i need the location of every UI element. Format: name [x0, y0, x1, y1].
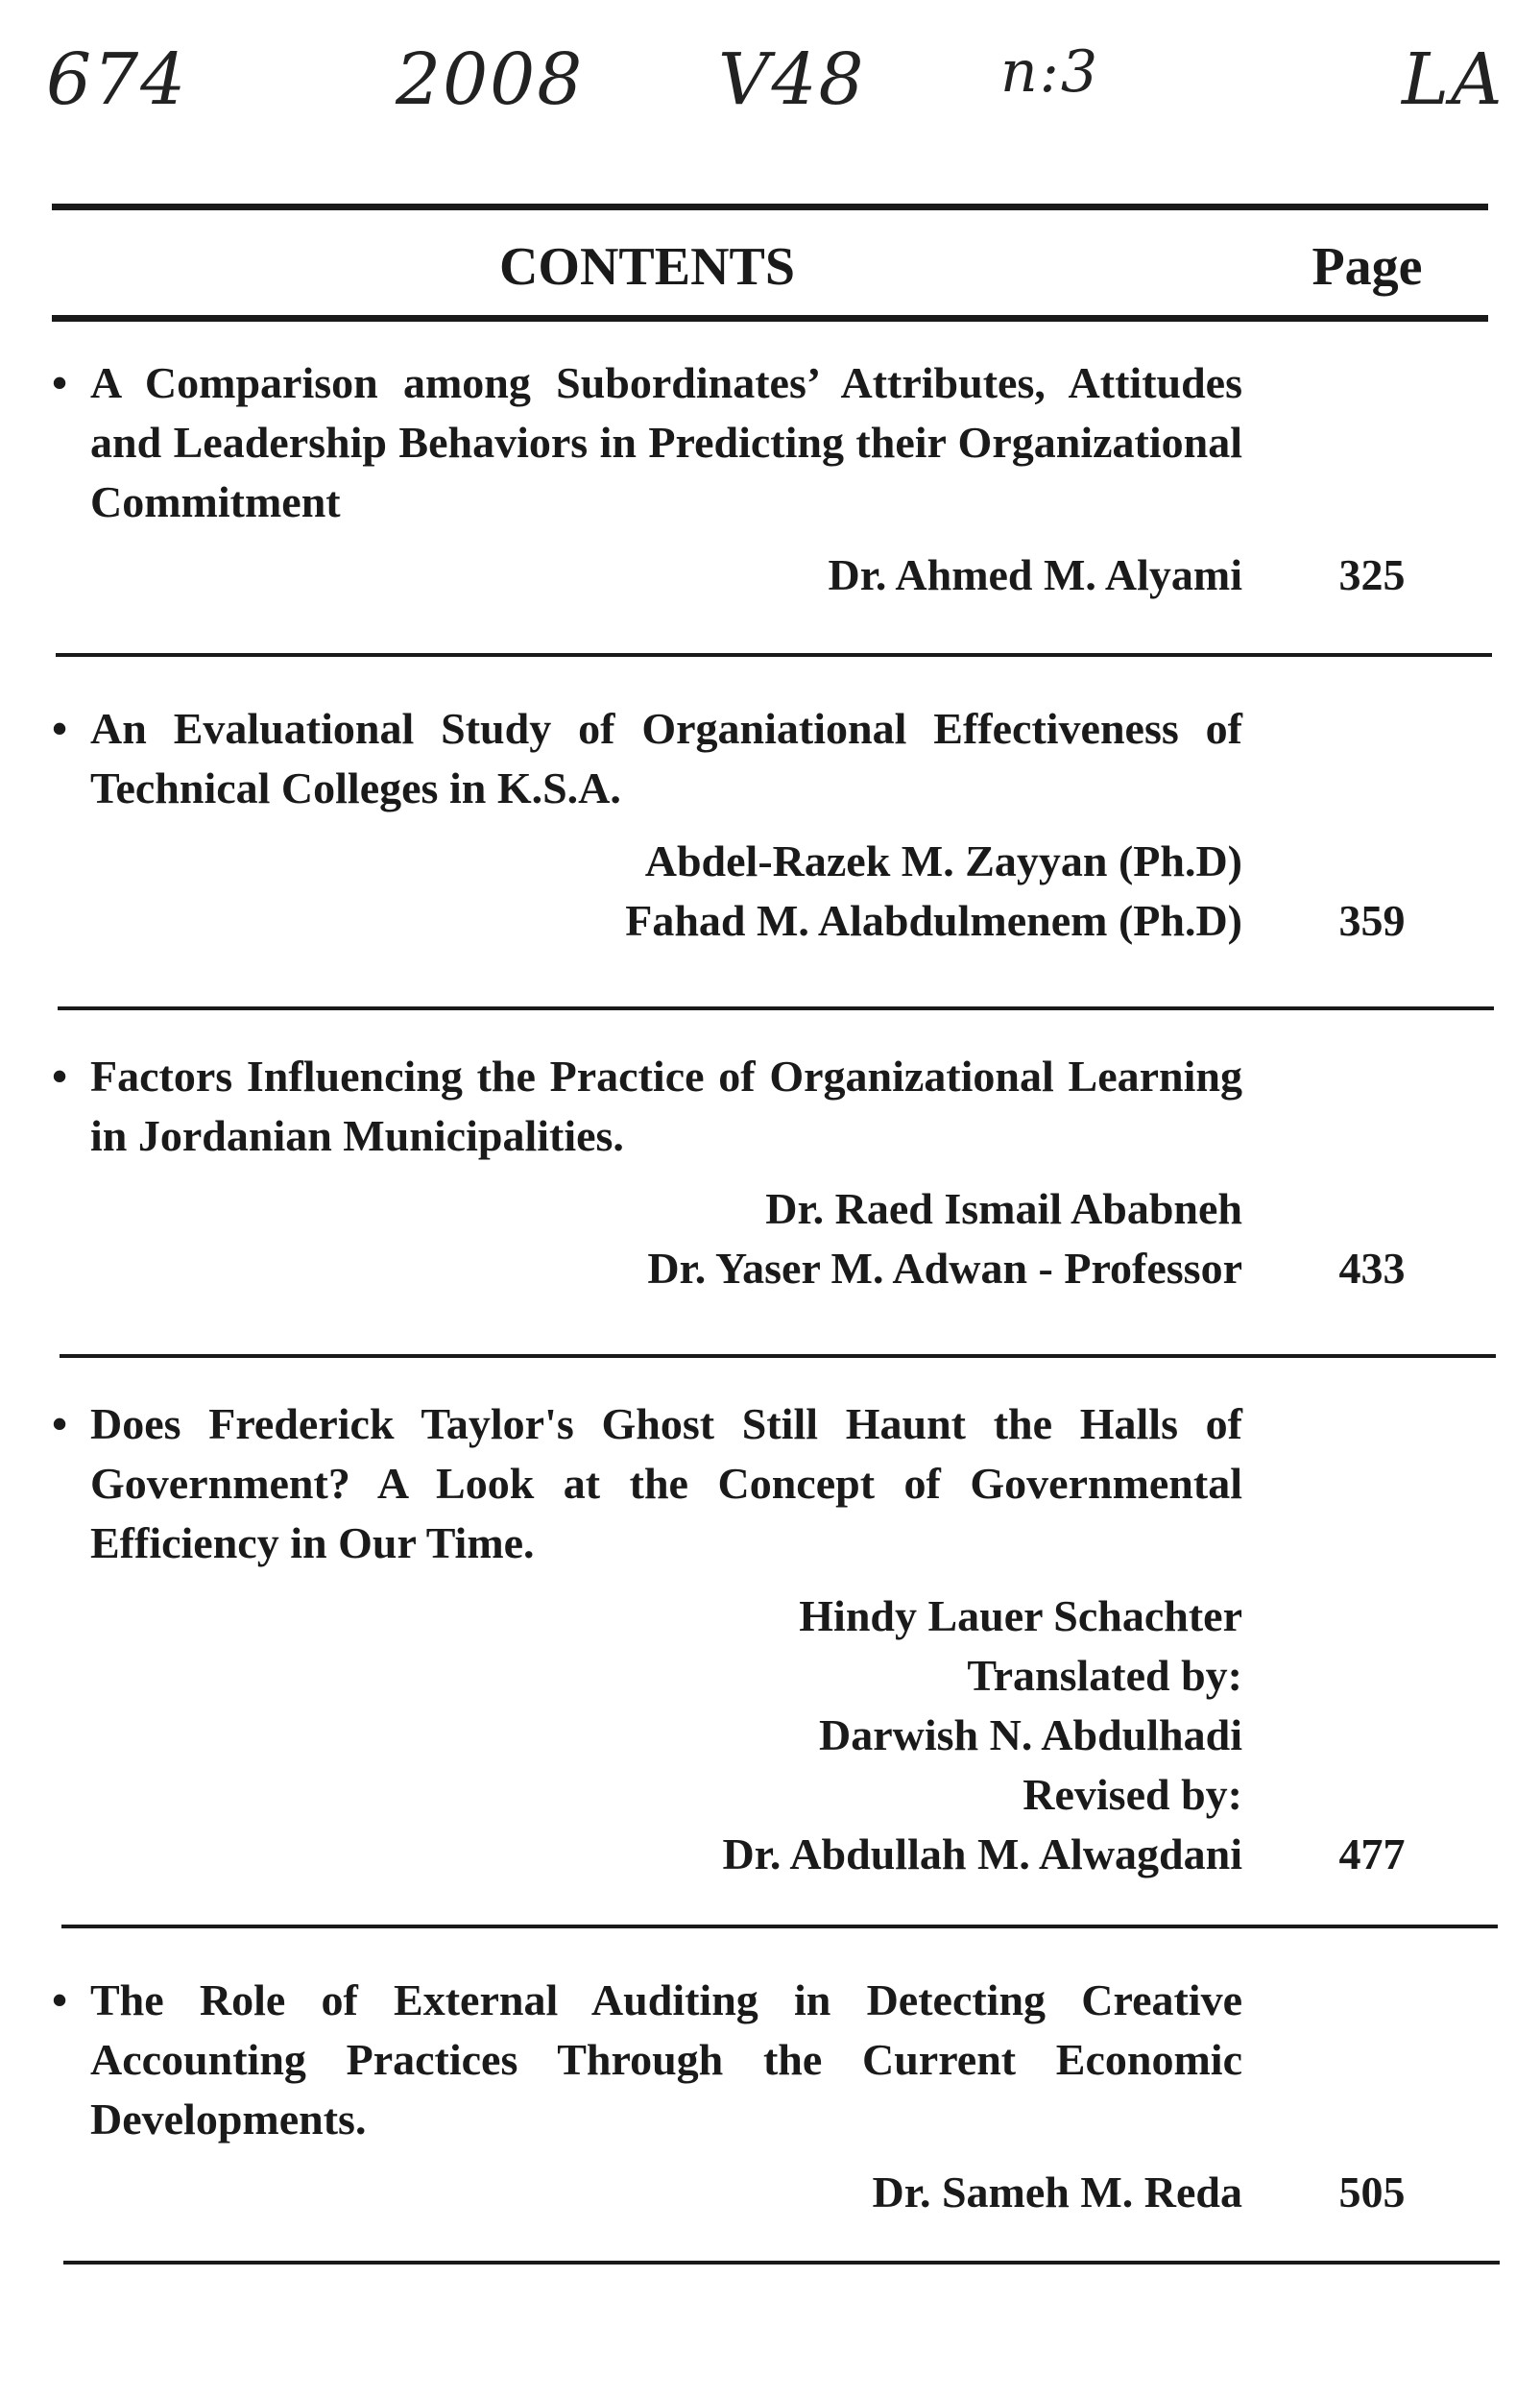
- author-line: Dr. Ahmed M. Alyami: [828, 550, 1242, 599]
- handwritten-issue: n:3: [1000, 38, 1100, 106]
- bullet-icon: •: [52, 1052, 68, 1101]
- author-line: Fahad M. Alabdulmenem (Ph.D): [625, 896, 1242, 945]
- entry-title-text: A Comparison among Subordinates’ Attributes, Attitudes and Leadership Behaviors in Predicting their Organizational Commitment: [90, 358, 1242, 526]
- entry-authors: [52, 2163, 1242, 2222]
- toc-entry: [52, 353, 1492, 605]
- handwritten-volume: V48: [718, 38, 866, 121]
- entry-authors: [52, 1587, 1242, 1884]
- author-line: Revised by:: [1023, 1770, 1242, 1819]
- author-line: Darwish N. Abdulhadi: [819, 1710, 1242, 1759]
- entry-page-number: 505: [1338, 2168, 1406, 2216]
- author-line: Dr. Sameh M. Reda: [872, 2168, 1242, 2216]
- entry-page-number: 433: [1338, 1244, 1406, 1293]
- entry-page-number: 359: [1338, 896, 1406, 945]
- entry-title-text: An Evaluational Study of Organiational Effectiveness of Technical Colleges in K.S.A.: [90, 704, 1242, 812]
- author-line: Dr. Abdullah M. Alwagdani: [722, 1829, 1242, 1878]
- top-rule: [52, 204, 1488, 210]
- entry-title: [52, 1047, 1242, 1166]
- handwritten-annotations: [0, 38, 1540, 154]
- author-line: Translated by:: [967, 1651, 1242, 1700]
- entry-page-number: 477: [1338, 1829, 1406, 1878]
- entry-title: [52, 353, 1242, 532]
- entry-title-text: The Role of External Auditing in Detecting Creative Accounting Practices Through the Current Economic Developments.: [90, 1975, 1242, 2144]
- header-rule: [52, 315, 1488, 322]
- handwritten-code: LA: [1402, 38, 1504, 121]
- contents-heading: CONTENTS: [498, 237, 796, 297]
- entry-authors: [52, 832, 1242, 951]
- author-line: Dr. Yaser M. Adwan - Professor: [647, 1244, 1242, 1293]
- bullet-icon: •: [52, 358, 68, 407]
- contents-header: [52, 227, 1482, 313]
- bullet-icon: •: [52, 1399, 68, 1448]
- entry-title-text: Factors Influencing the Practice of Organizational Learning in Jordanian Municipalities.: [90, 1052, 1242, 1160]
- bullet-icon: •: [52, 1975, 68, 2024]
- entry-title: [52, 699, 1242, 818]
- handwritten-call-number: 674: [46, 38, 188, 121]
- entry-divider: [63, 2261, 1500, 2265]
- entry-divider: [61, 1925, 1498, 1928]
- toc-entry: [52, 1047, 1492, 1298]
- toc-entry: [52, 699, 1492, 951]
- toc-entry: [52, 1971, 1492, 2222]
- author-line: Hindy Lauer Schachter: [799, 1591, 1242, 1640]
- author-line: Dr. Raed Ismail Ababneh: [765, 1184, 1242, 1233]
- entry-title: [52, 1394, 1242, 1573]
- entry-divider: [60, 1354, 1496, 1358]
- bullet-icon: •: [52, 704, 68, 753]
- handwritten-year: 2008: [396, 38, 585, 121]
- entry-page-number: 325: [1338, 550, 1406, 599]
- entry-divider: [58, 1006, 1494, 1010]
- toc-entry: [52, 1394, 1492, 1884]
- entry-authors: [52, 1179, 1242, 1298]
- page-column-heading: Page: [1311, 237, 1423, 297]
- entry-title: [52, 1971, 1242, 2149]
- entry-divider: [56, 653, 1492, 657]
- entry-authors: [52, 545, 1242, 605]
- entry-title-text: Does Frederick Taylor's Ghost Still Haunt the Halls of Government? A Look at the Concept of Governmental Efficiency in Our Time.: [90, 1399, 1242, 1567]
- author-line: Abdel-Razek M. Zayyan (Ph.D): [644, 836, 1242, 885]
